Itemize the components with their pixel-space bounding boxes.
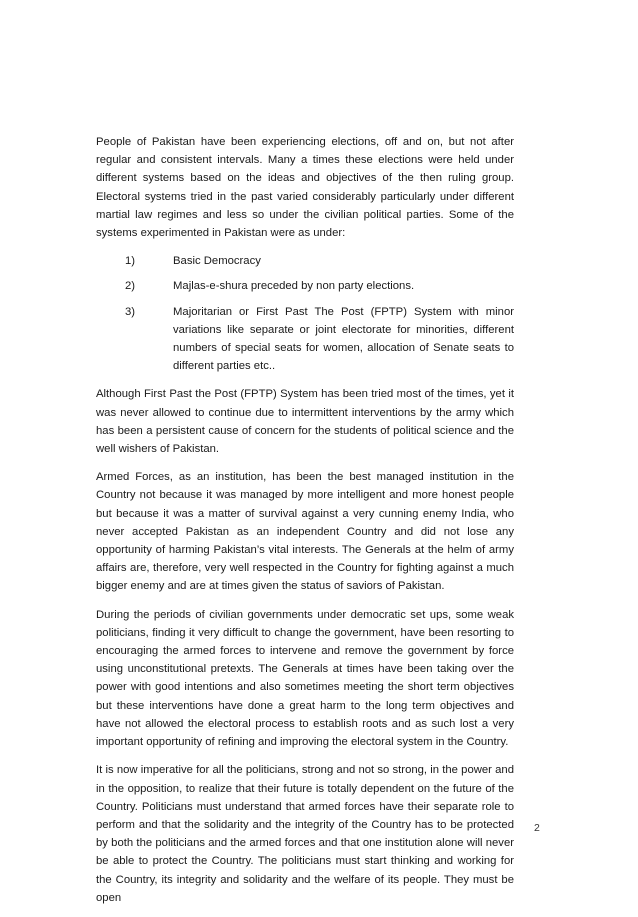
fptp-paragraph: Although First Past the Post (FPTP) System has been tried most of the times, yet it was never allowed to continue due to intermittent interventions by the army which has been a persistent cause of concern for the students of political science and the well wishers of Pakistan. <box>96 388 514 456</box>
armed-forces-paragraph: Armed Forces, as an institution, has been the best managed institution in the Country not because it was managed by more intelligent and more honest people but because it was a matter of survival against a very cunning enemy India, who never accepted Pakistan as an independent Country and did not lose any opportunity of harming Pakistan’s vital interests. The Generals at the helm of army affairs are, therefore, very well respected in the Country for fighting against a much bigger enemy and are at times given the status of saviors of Pakistan. <box>96 471 514 593</box>
page-number: 2 <box>534 822 540 834</box>
list-item-text: Majlas-e-shura preceded by non party elections. <box>173 280 415 293</box>
list-item-text: Majoritarian or First Past The Post (FPTP) System with minor variations like separate or joint electorate for minorities, different numbers of special seats for women, allocation of Senate seats to different parties etc.. <box>173 305 514 373</box>
list-item <box>96 252 514 270</box>
civilian-governments-paragraph: During the periods of civilian governments under democratic set ups, some weak politicians, finding it very difficult to change the government, have been resorting to encouraging the armed forces to intervene and remove the government by force using unconstitutional pretexts. The Generals at times have been taking over the power with good intentions and also sometimes meeting the short term objectives but these interventions have done a great harm to the long term objectives and have not allowed the electoral process to establish roots and as such lost a very important opportunity of refining and improving the electoral system in the Country. <box>96 608 514 749</box>
list-item-number: 3) <box>125 305 136 318</box>
politicians-paragraph: It is now imperative for all the politicians, strong and not so strong, in the power and in the opposition, to realize that their future is totally dependent on the future of the Country. Politicians must understand that armed forces have their separate role to perform and that the solidarity and the integrity of the Country has to be protected by both the politicians and the armed forces and that one institution alone will never be able to protect the Country. The politicians must start thinking and working for the Country, its integrity and solidarity and the welfare of its people. They must be open <box>96 764 514 904</box>
list-item-number: 1) <box>125 255 136 268</box>
intro-paragraph: People of Pakistan have been experiencing elections, off and on, but not after regular and consistent intervals. Many a times these elections were held under different systems based on the ideas and objectives of the then ruling group. Electoral systems tried in the past varied considerably particularly under different martial law regimes and less so under the civilian political parties. Some of the systems experimented in Pakistan were as under: <box>96 136 514 240</box>
list-item-number: 2) <box>125 280 136 293</box>
list-item <box>96 303 514 376</box>
list-item <box>96 277 514 295</box>
page-content <box>96 133 514 917</box>
systems-list <box>96 252 514 375</box>
list-item-text: Basic Democracy <box>173 255 261 268</box>
